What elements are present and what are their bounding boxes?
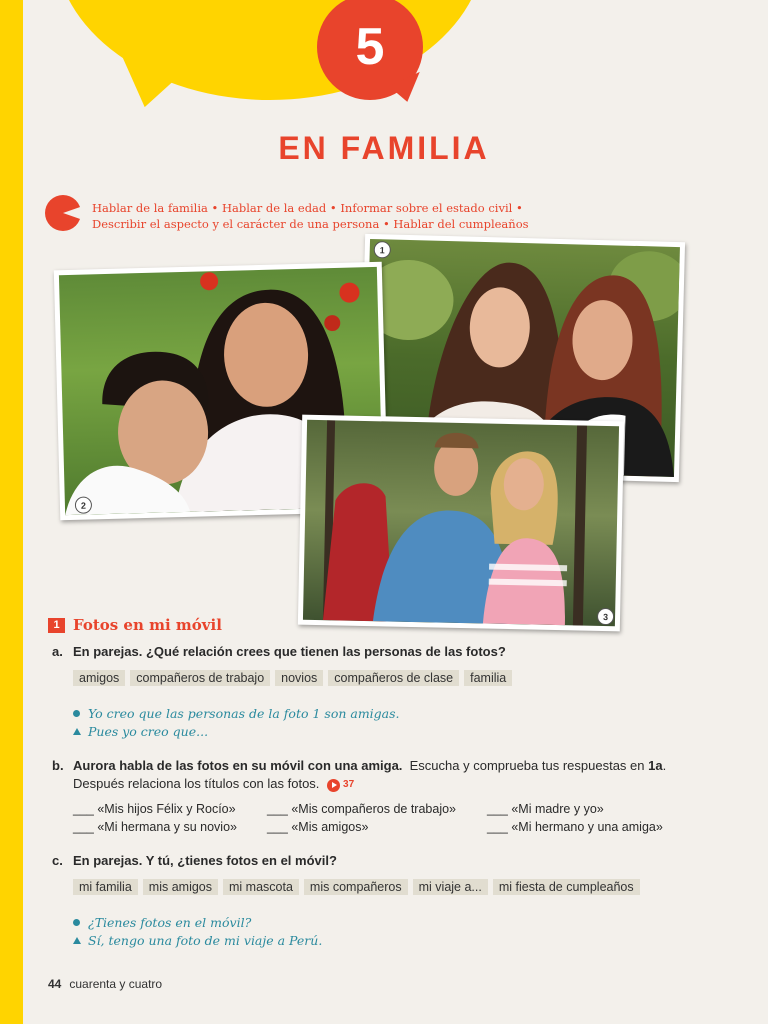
dialog-text: Pues yo creo que... [88, 724, 209, 739]
unit-number: 5 [317, 0, 423, 100]
item-b-line2: Después relaciona los títulos con las fotos. [73, 776, 320, 791]
photo-3-number: 3 [597, 608, 614, 625]
match-item: ___ «Mi hermano y una amiga» [487, 820, 663, 834]
audio-track[interactable] [327, 776, 354, 794]
unit-title: EN FAMILIA [278, 130, 490, 166]
item-a [52, 643, 506, 661]
item-c [52, 852, 337, 870]
dialog-text: Yo creo que las personas de la foto 1 son amigas. [88, 706, 400, 721]
chip: mis amigos [143, 879, 218, 895]
item-b-bold: Aurora habla de las fotos en su móvil con una amiga. [73, 758, 403, 773]
photo-3 [298, 415, 624, 632]
page-number-words: cuarenta y cuatro [69, 977, 163, 991]
dialog-line [73, 914, 322, 932]
chips-c [73, 879, 640, 895]
chip: compañeros de clase [328, 670, 459, 686]
page-footer [48, 977, 162, 991]
chip: familia [464, 670, 512, 686]
item-b-ref: 1a [648, 758, 663, 773]
dialog-line [73, 723, 400, 741]
item-a-label: a. [52, 644, 63, 659]
dialog-c [73, 914, 322, 950]
match-item: ___ «Mi madre y yo» [487, 802, 604, 816]
exercise-number: 1 [48, 618, 65, 633]
speech-bubble-tail [115, 55, 191, 112]
item-b-rest: Escucha y comprueba tus respuestas en [409, 758, 645, 773]
match-item: ___ «Mis amigos» [267, 820, 369, 834]
dialog-line [73, 932, 322, 950]
dialog-text: ¿Tienes fotos en el móvil? [88, 915, 252, 930]
chip: mi mascota [223, 879, 299, 895]
page-number: 44 [48, 977, 62, 991]
match-item: ___ «Mis compañeros de trabajo» [267, 802, 457, 816]
chip: mi familia [73, 879, 138, 895]
exercise-title: Fotos en mi móvil [73, 616, 222, 634]
bullet-dot-icon [73, 710, 80, 717]
audio-track-number: 37 [343, 779, 355, 790]
item-c-label: c. [52, 853, 63, 868]
item-c-prompt: En parejas. Y tú, ¿tienes fotos en el móvil? [73, 853, 337, 868]
unit-objectives: Hablar de la familia • Hablar de la edad • Informar sobre el estado civil • Describir el aspecto y el carácter de una persona • Hablar del cumpleaños [92, 201, 529, 231]
chip: amigos [73, 670, 125, 686]
item-a-prompt: En parejas. ¿Qué relación crees que tienen las personas de las fotos? [73, 644, 506, 659]
dialog-a [73, 705, 400, 741]
item-b [52, 757, 692, 794]
exercise-header [48, 616, 222, 634]
bullet-triangle-icon [73, 728, 81, 735]
bullet-triangle-icon [73, 937, 81, 944]
photo-2-number: 2 [75, 496, 92, 513]
match-item: ___ «Mi hermana y su novio» [73, 820, 237, 834]
bullet-dot-icon [73, 919, 80, 926]
chip: mi fiesta de cumpleaños [493, 879, 640, 895]
match-item: ___ «Mis hijos Félix y Rocío» [73, 802, 236, 816]
objectives-icon-mouth [63, 206, 83, 220]
photo-1-number: 1 [374, 241, 391, 258]
chip: mis compañeros [304, 879, 408, 895]
chips-a [73, 670, 512, 686]
dialog-line [73, 705, 400, 723]
chip: mi viaje a... [413, 879, 488, 895]
play-icon [327, 779, 340, 792]
chip: novios [275, 670, 323, 686]
photo-3-illustration [303, 420, 619, 626]
dialog-text: Sí, tengo una foto de mi viaje a Perú. [88, 933, 323, 948]
chip: compañeros de trabajo [130, 670, 270, 686]
item-b-end: . [662, 758, 667, 773]
item-b-label: b. [52, 758, 64, 773]
